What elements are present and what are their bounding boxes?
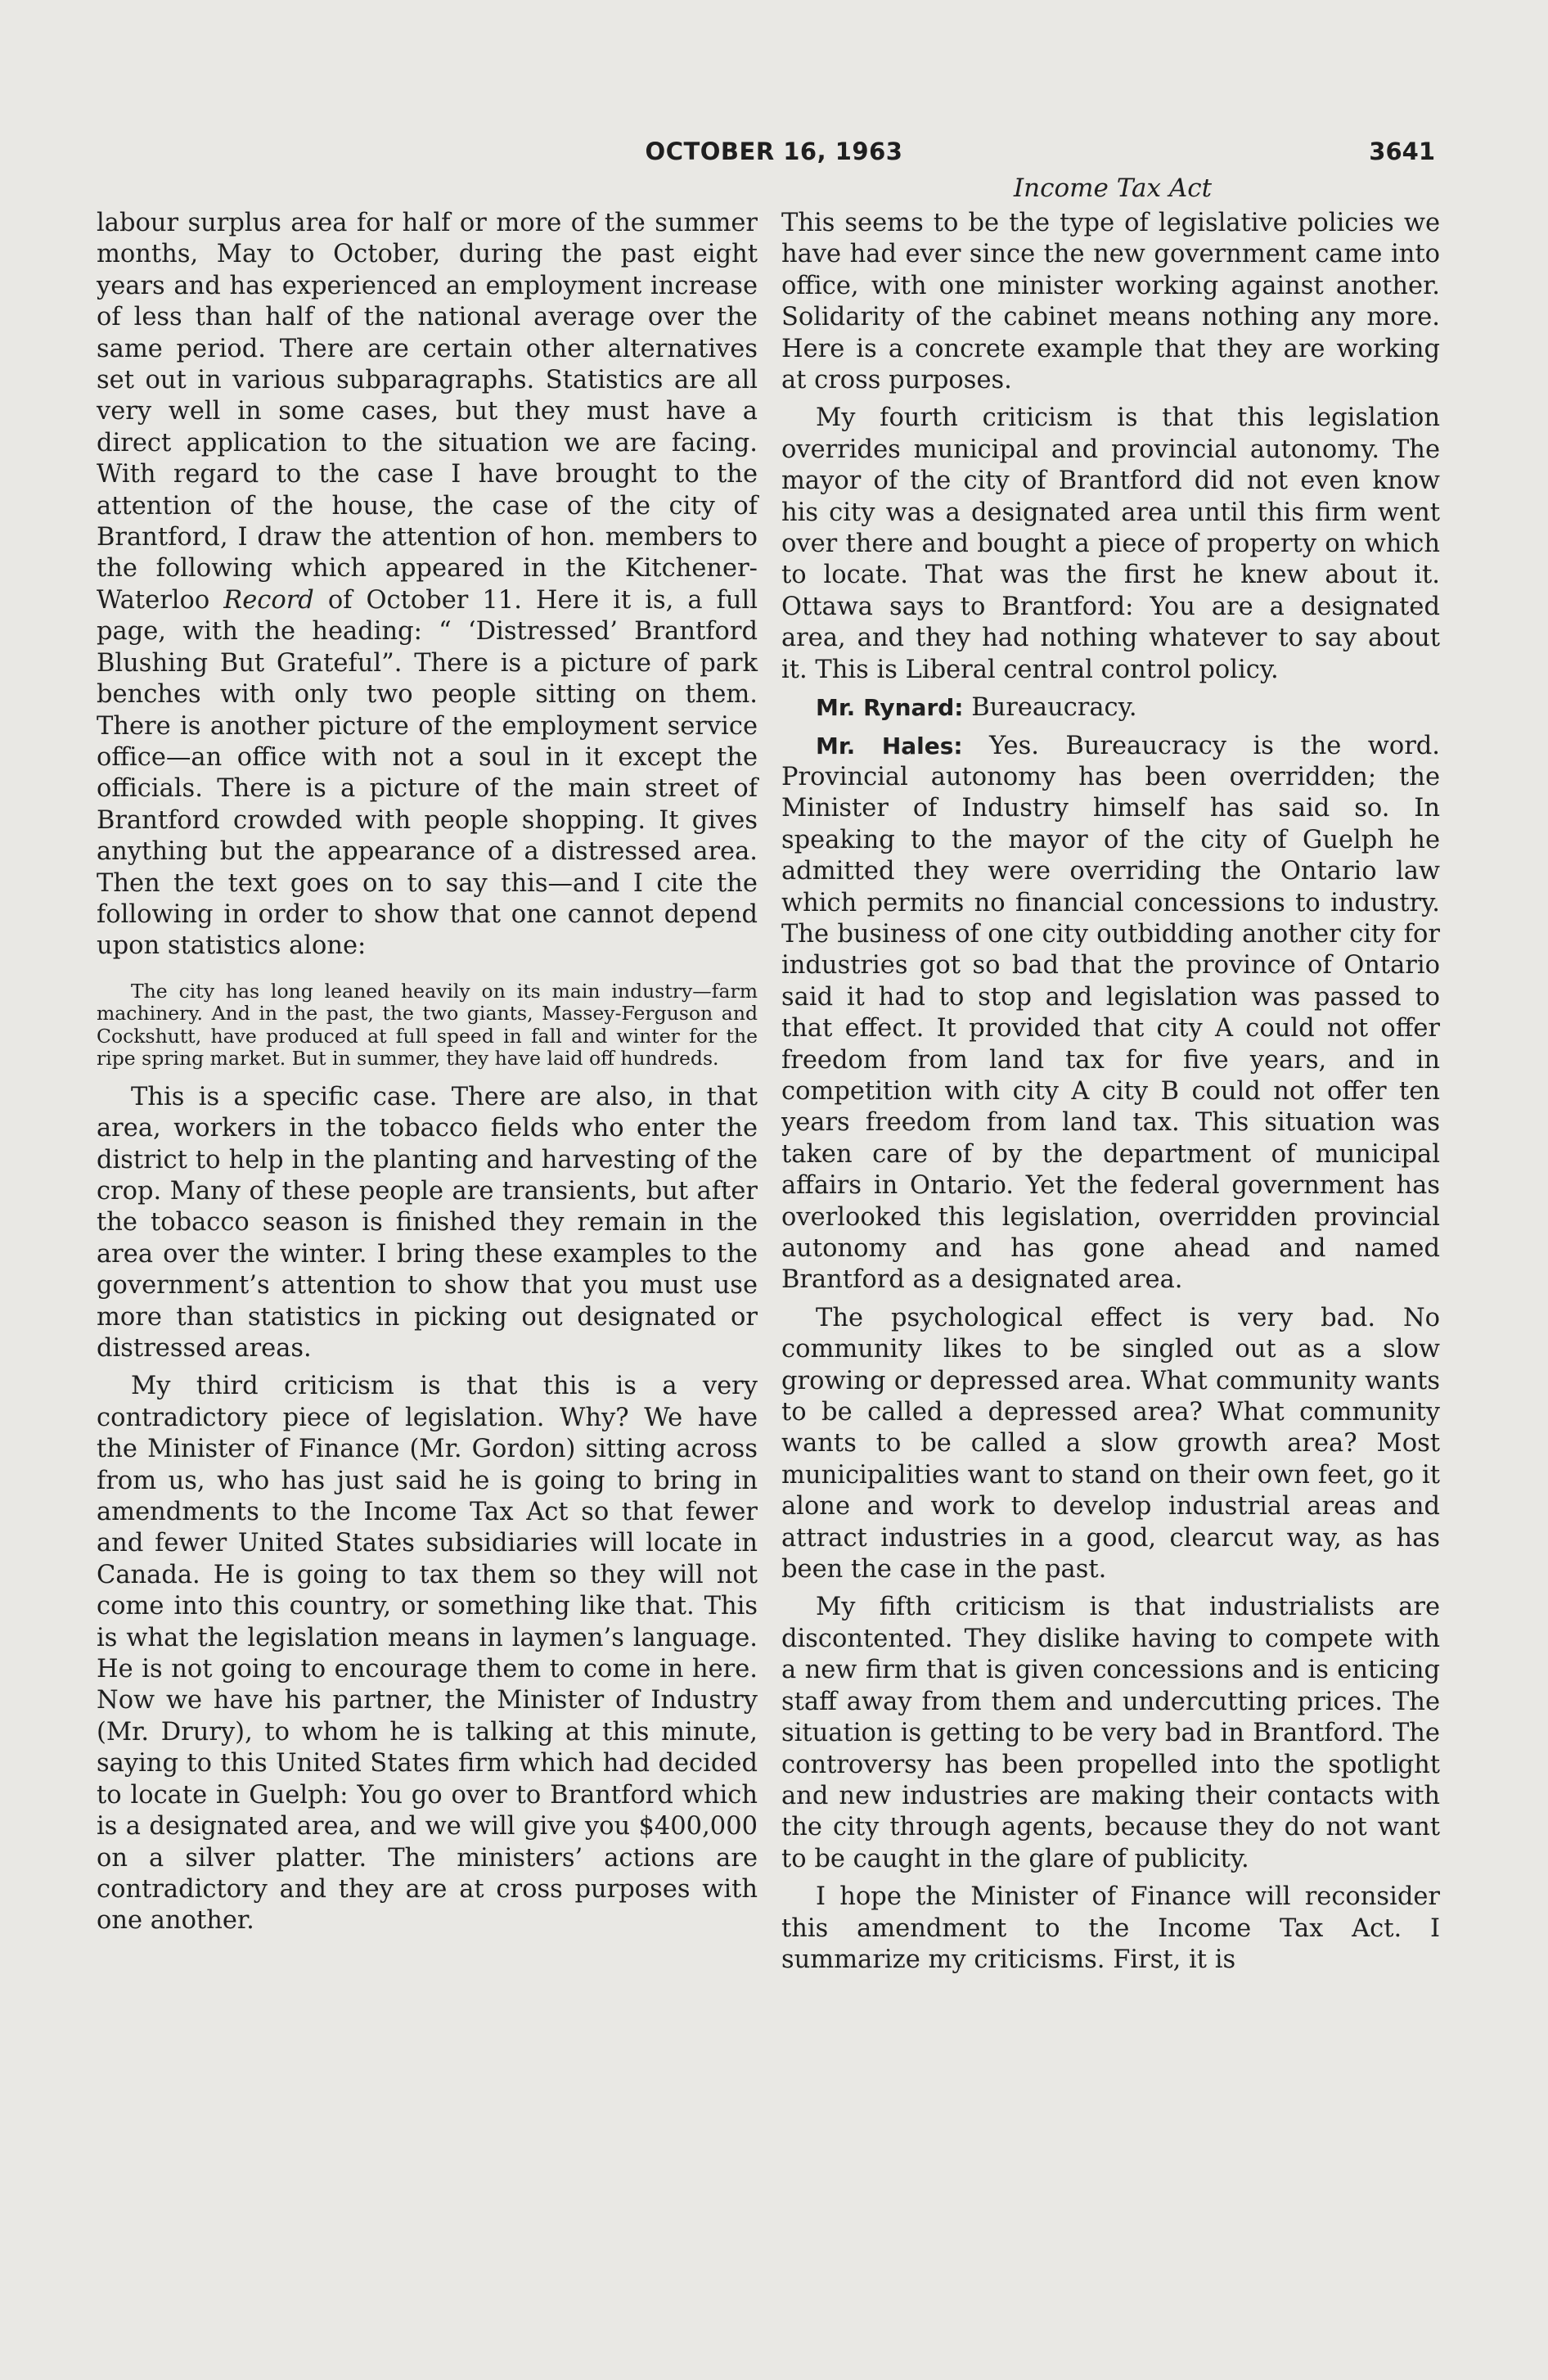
paragraph [97, 208, 758, 962]
right-column [781, 208, 1440, 1982]
speaker-text: Bureaucracy. [963, 693, 1137, 723]
paragraph: My fifth criticism is that industrialists are discontented. They dislike having to compete with a new firm that is given concessions and is enticing staff away from them and undercutting prices. The situation is getting to be very bad in Brantford. The controversy has been propelled into the spotlight and new industries are making their contacts with the city through agents, because they do not want to be caught in the glare of publicity. [781, 1593, 1440, 1873]
speaker-paragraph [781, 731, 1440, 1296]
paragraph: The psychological effect is very bad. No community likes to be singled out as a slow growing or depressed area. What community wants to be called a depressed area? What community wants to be called a slow growth area? Most municipalities want to stand on their own feet, go it alone and work to develop industrial areas and attract industries in a good, clearcut way, as has been the case in the past. [781, 1303, 1440, 1584]
newspaper-title: Record [223, 585, 314, 615]
paragraph: My fourth criticism is that this legislation overrides municipal and provincial autonomy. The mayor of the city of Brantford did not even know his city was a designated area until this firm went over there and bought a piece of property on which to locate. That was the first he knew about it. Ottawa says to Brantford: You are a designated area, and they had nothing whatever to say about it. This is Liberal central control policy. [781, 403, 1440, 684]
paragraph: This is a specific case. There are also, in that area, workers in the tobacco fields who enter the district to help in the planting and harvesting of the crop. Many of these people are transients, but after the tobacco season is finished they remain in the area over the winter. I bring these examples to the government’s attention to show that you must use more than statistics in picking out designated or distressed areas. [97, 1082, 758, 1363]
paragraph: My third criticism is that this is a very contradictory piece of legislation. Why? We have the Minister of Finance (Mr. Gordon) sitting across from us, who has just said he is going to bring in amendments to the Income Tax Act so that fewer and fewer United States subsidiaries will locate in Canada. He is going to tax them so they will not come into this country, or something like that. This is what the legislation means in laymen’s language. He is not going to encourage them to come in here. Now we have his partner, the Minister of Industry (Mr. Drury), to whom he is talking at this minute, saying to this United States firm which had decided to locate in Guelph: You go over to Brantford which is a designated area, and we will give you $400,000 on a silver platter. The ministers’ actions are contradictory and they are at cross purposes with one another. [97, 1372, 758, 1936]
page-date: OCTOBER 16, 1963 [645, 137, 903, 165]
page-number: 3641 [1369, 137, 1435, 165]
speaker-name: Mr. Hales: [816, 732, 963, 760]
left-column [97, 208, 758, 1944]
section-title: Income Tax Act [1013, 174, 1213, 203]
paragraph-text: of October 11. Here it is, a full page, with the heading: “ ‘Distressed’ Brantford Blushing But Grateful”. There is a picture of park benches with only two people sitting on them. There is another picture of the employment service office—an office with not a soul in it except the officials. There is a picture of the main street of Brantford crowded with people shopping. It gives anything but the appearance of a distressed area. Then the text goes on to say this—and I cite the following in order to show that one cannot depend upon statistics alone: [97, 585, 758, 961]
speaker-name: Mr. Rynard: [816, 694, 964, 722]
paragraph: This seems to be the type of legislative policies we have had ever since the new government came into office, with one minister working against another. Solidarity of the cabinet means nothing any more. Here is a concrete example that they are working at cross purposes. [781, 209, 1440, 395]
paragraph: I hope the Minister of Finance will reconsider this amendment to the Income Tax Act. I summarize my criticisms. First, it is [781, 1882, 1440, 1974]
speaker-paragraph [781, 692, 1440, 723]
paragraph-text: labour surplus area for half or more of the summer months, May to October, during the past eight years and has experienced an employment increase of less than half of the national average over the same period. There are certain other alternatives set out in various subparagraphs. Statistics are all very well in some cases, but they must have a direct application to the situation we are facing. With regard to the case I have brought to the attention of the house, the case of the city of Brantford, I draw the attention of hon. members to the following which appeared in the Kitchener-Waterloo [97, 209, 758, 615]
speaker-text: Yes. Bureaucracy is the word. Provincial autonomy has been overridden; the Minister of Industry himself has said so. In speaking to the mayor of the city of Guelph he admitted they were overriding the Ontario law which permits no financial concessions to industry. The business of one city outbidding another city for industries got so bad that the province of Ontario said it had to stop and legislation was passed to that effect. It provided that city A could not offer freedom from land tax for five years, and in competition with city A city B could not offer ten years freedom from land tax. This situation was taken care of by the department of municipal affairs in Ontario. Yet the federal government has overlooked this legislation, overridden provincial autonomy and has gone ahead and named Brantford as a designated area. [781, 731, 1440, 1295]
running-head [0, 137, 1548, 170]
block-quote: The city has long leaned heavily on its main industry—farm machinery. And in the past, the two giants, Massey-Ferguson and Cockshutt, have produced at full speed in fall and winter for the ripe spring market. But in summer, they have laid off hundreds. [97, 979, 758, 1071]
